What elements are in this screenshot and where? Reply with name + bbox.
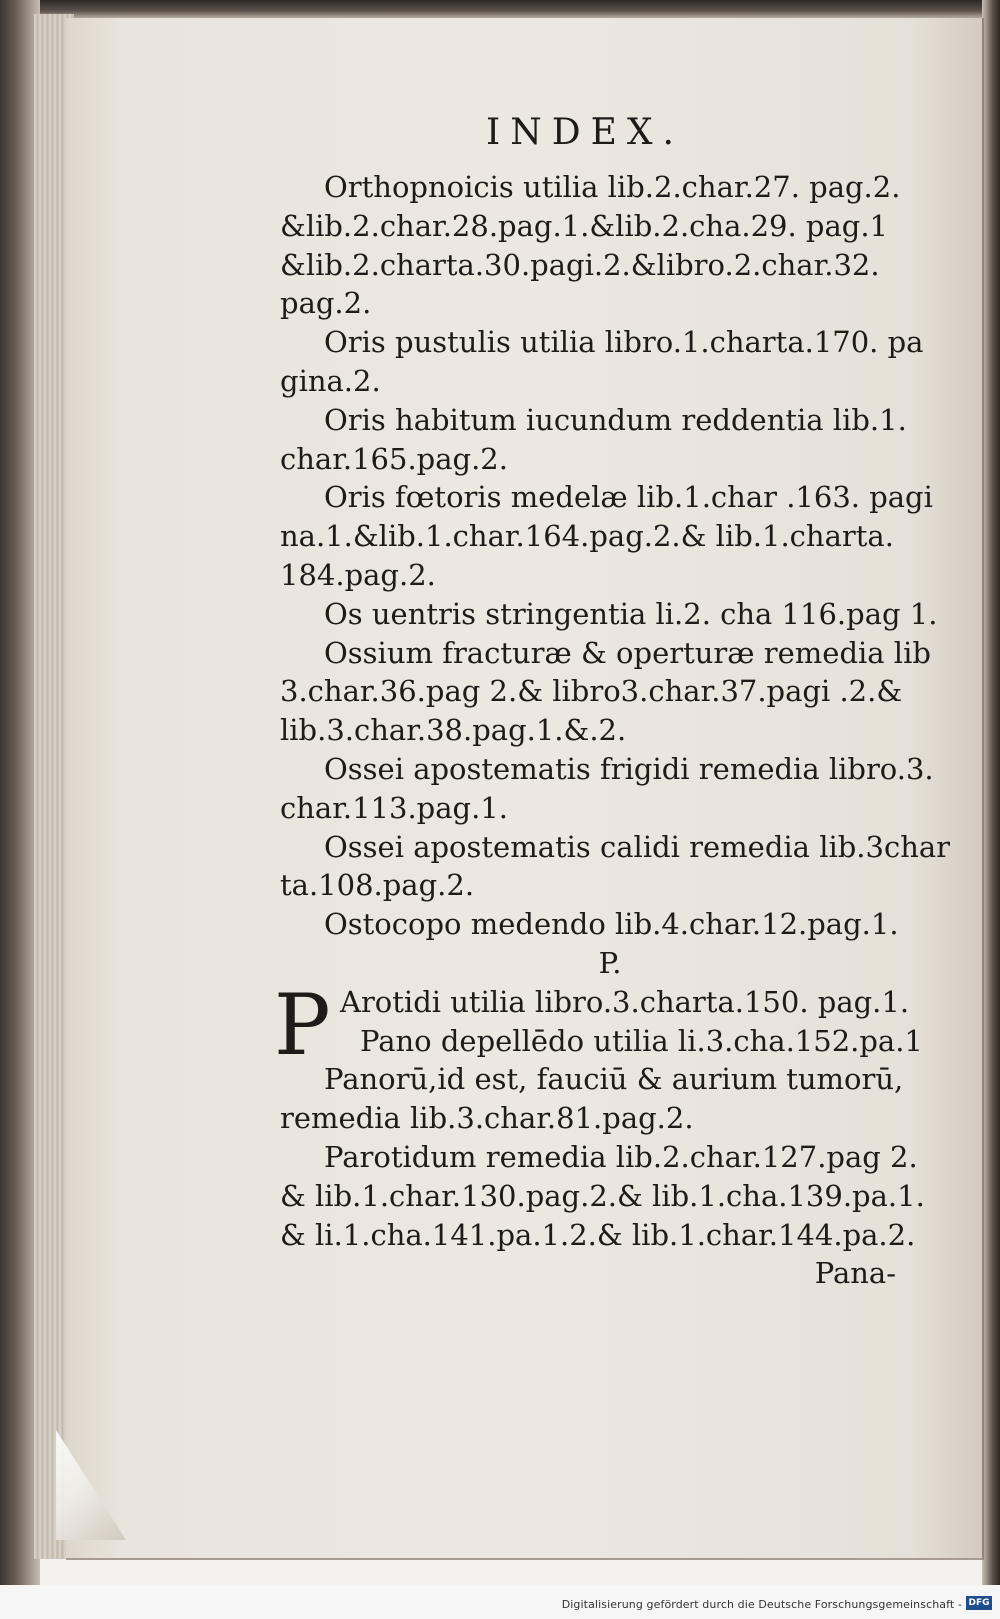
entry-continuation-line: 3.char.36.pag 2.& libro3.char.37.pagi .2.& xyxy=(280,674,903,709)
entry-first-line: Ostocopo medendo lib.4.char.12.pag.1. xyxy=(324,907,899,942)
digitization-credit: Digitalisierung gefördert durch die Deutsche Forschungsgemeinschaft - xyxy=(561,1598,962,1611)
entry-first-line: Parotidum remedia lib.2.char.127.pag 2. xyxy=(324,1139,918,1174)
index-entry xyxy=(280,750,934,828)
entries-before-section xyxy=(280,168,951,944)
entry-first-line: Ossium fracturæ & operturæ remedia lib xyxy=(324,635,931,670)
entry-first-line: Oris fœtoris medelæ lib.1.char .163. pagi xyxy=(324,480,933,515)
drop-cap-line-1: Arotidi utilia libro.3.charta.150. pag.1. xyxy=(340,984,910,1019)
entries-after-section xyxy=(280,1060,925,1254)
index-entry xyxy=(280,634,931,750)
entry-continuation-line: remedia lib.3.char.81.pag.2. xyxy=(280,1101,694,1136)
index-entry xyxy=(280,1060,920,1138)
entry-continuation-line: na.1.&lib.1.char.164.pag.2.& lib.1.charta. xyxy=(280,519,894,554)
entry-first-line: Oris habitum iucundum reddentia lib.1. xyxy=(324,402,907,437)
index-entries xyxy=(274,168,951,1293)
entry-continuation-line: &lib.2.char.28.pag.1.&lib.2.cha.29. pag.1 xyxy=(280,208,889,243)
page-title: INDEX. xyxy=(486,112,684,153)
index-entry xyxy=(280,905,920,944)
entry-first-line: Panorū,id est, fauciū & aurium tumorū, xyxy=(324,1062,904,1097)
entry-continuation-line: & li.1.cha.141.pa.1.2.& lib.1.char.144.pa.2. xyxy=(280,1217,916,1252)
entry-continuation-line: gina.2. xyxy=(280,363,381,398)
entry-continuation-line: char.165.pag.2. xyxy=(280,441,508,476)
entry-continuation-line: 184.pag.2. xyxy=(280,557,436,592)
book-top-edge xyxy=(0,0,1000,18)
entry-first-line: Os uentris stringentia li.2. cha 116.pag 1. xyxy=(324,596,938,631)
entry-first-line: Ossei apostematis calidi remedia lib.3char xyxy=(324,829,951,864)
entry-continuation-line: ta.108.pag.2. xyxy=(280,868,475,903)
entry-first-line: Orthopnoicis utilia lib.2.char.27. pag.2. xyxy=(324,170,901,204)
entry-first-line: Oris pustulis utilia libro.1.charta.170. pa xyxy=(324,325,924,360)
drop-cap-line-2: Pano depellēdo utilia li.3.cha.152.pa.1 xyxy=(360,1023,923,1058)
entry-continuation-line: pag.2. xyxy=(280,286,372,321)
entry-first-line: Ossei apostematis frigidi remedia libro.3. xyxy=(324,751,934,786)
index-entry xyxy=(280,828,951,906)
index-entry xyxy=(280,323,924,401)
drop-cap-letter: P xyxy=(274,975,331,1074)
dfg-logo: DFG xyxy=(966,1596,992,1610)
index-entry xyxy=(280,168,920,323)
entry-continuation-line: & lib.1.char.130.pag.2.& lib.1.cha.139.pa.1. xyxy=(280,1178,925,1213)
index-entry xyxy=(280,595,938,634)
index-entry xyxy=(280,1138,925,1254)
entry-continuation-line: char.113.pag.1. xyxy=(280,790,508,825)
entry-continuation-line: &lib.2.charta.30.pagi.2.&libro.2.char.32. xyxy=(280,247,880,282)
index-entry xyxy=(280,478,933,594)
book-right-edge xyxy=(982,0,1000,1585)
drop-cap-entry xyxy=(274,975,923,1074)
entry-continuation-line: lib.3.char.38.pag.1.&.2. xyxy=(280,713,627,748)
section-letter: P. xyxy=(598,945,622,980)
index-entry xyxy=(280,401,920,479)
catchword: Pana- xyxy=(814,1256,896,1291)
